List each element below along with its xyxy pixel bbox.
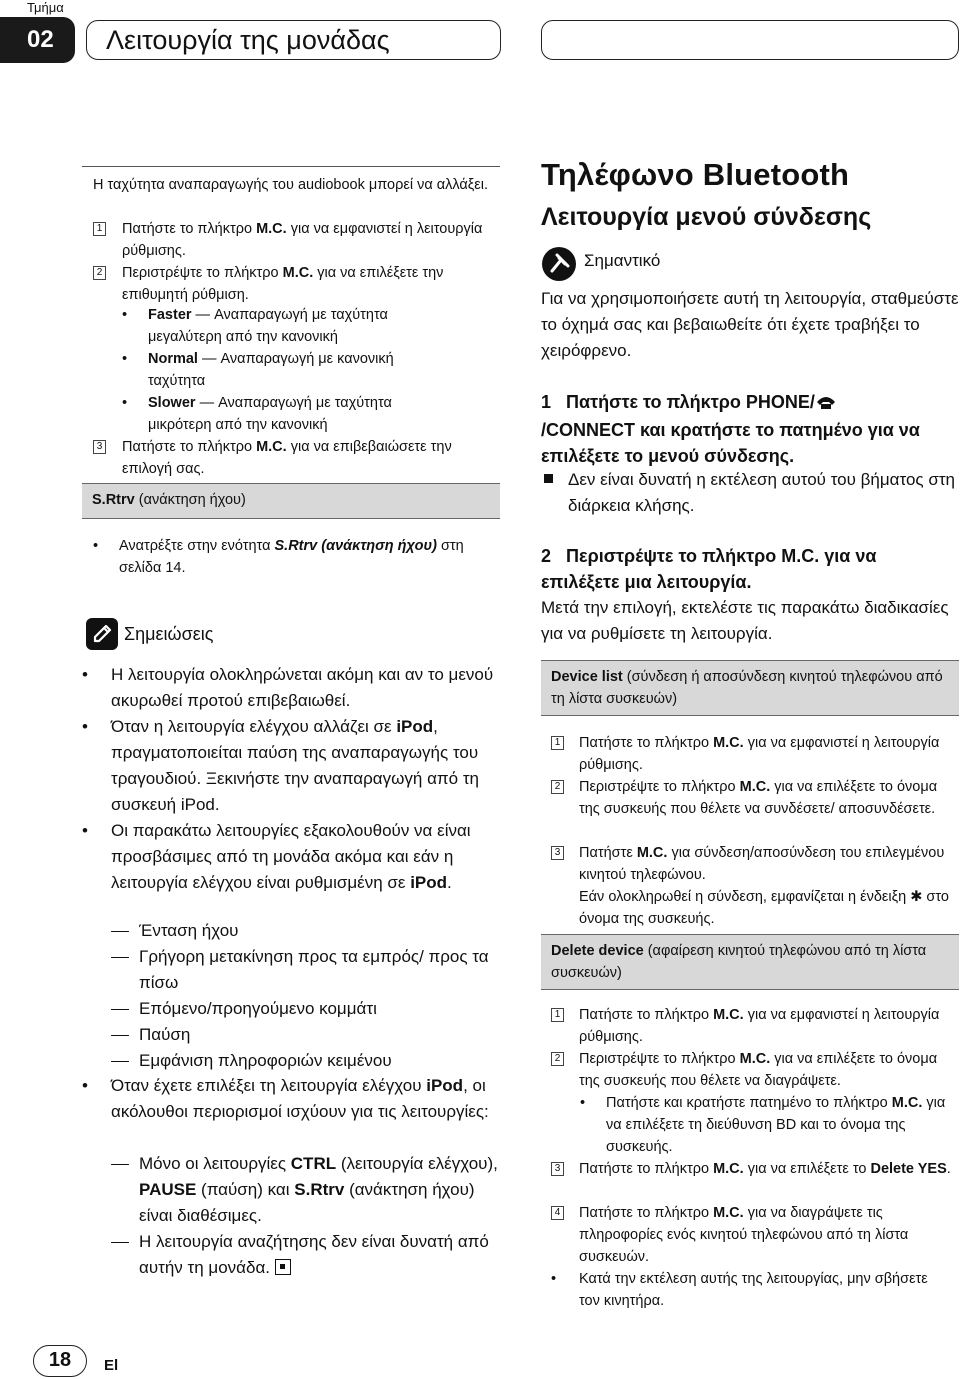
srtrv-reference: • Ανατρέξτε στην ενότητα S.Rtrv (ανάκτηση ήχου) στη σελίδα 14. <box>93 535 498 579</box>
step-number: 4 <box>551 1206 564 1220</box>
step-2: 2 Περιστρέψτε το πλήκτρο M.C. για να επιλέξετε την επιθυμητή ρύθμιση. <box>93 262 500 306</box>
square-bullet-icon <box>544 474 553 483</box>
accessible-function: Γρήγορη μετακίνηση προς τα εμπρός/ προς τα πίσω <box>111 944 501 996</box>
step-number: 2 <box>551 1052 564 1066</box>
bullet-icon: • <box>82 665 88 684</box>
srtrv-bar: S.Rtrv (ανάκτηση ήχου) <box>82 483 500 519</box>
step-number: 1 <box>551 736 564 750</box>
step-number: 3 <box>93 440 106 454</box>
bullet-icon: • <box>580 1095 586 1111</box>
device-list-step-2: 2 Περιστρέψτε το πλήκτρο M.C. για να επιλέξετε το όνομα της συσκευής που θέλετε να συνδέσετε/ αποσυνδέσετε. <box>551 776 951 820</box>
step-1: 1 Πατήστε το πλήκτρο M.C. για να εμφανιστεί η λειτουργία ρύθμισης. <box>93 218 500 262</box>
delete-final-bullet: • Κατά την εκτέλεση αυτής της λειτουργίας, μην σβήσετε τον κινητήρα. <box>551 1268 951 1312</box>
delete-step-4: 4 Πατήστε το πλήκτρο M.C. για να διαγράψετε τις πληροφορίες ενός κινητού τηλεφώνου από τη λίστα συσκευών. <box>551 1202 951 1268</box>
bluetooth-heading: Τηλέφωνο Bluetooth <box>541 157 850 192</box>
important-icon <box>541 246 577 282</box>
device-list-step-1: 1 Πατήστε το πλήκτρο M.C. για να εμφανιστεί η λειτουργία ρύθμισης. <box>551 732 951 776</box>
bullet-icon: • <box>82 1076 88 1095</box>
step-2-after: Μετά την επιλογή, εκτελέστε τις παρακάτω διαδικασίες για να ρυθμίσετε τη λειτουργία. <box>541 598 949 643</box>
notes-pencil-icon <box>86 618 118 650</box>
notes-title: Σημειώσεις <box>124 624 214 644</box>
delete-sub-bullet: • Πατήστε και κρατήστε πατημένο το πλήκτρο M.C. για να επιλέξετε τη διεύθυνση BD και το όνομα της συσκευής. <box>580 1092 950 1158</box>
restriction-item: Η λειτουργία αναζήτησης δεν είναι δυνατή από αυτήν τη μονάδα. <box>111 1229 501 1281</box>
accessible-function: Επόμενο/προηγούμενο κομμάτι <box>111 996 501 1022</box>
delete-step-3: 3 Πατήστε το πλήκτρο M.C. για να επιλέξετε το Delete YES. <box>551 1158 951 1180</box>
delete-device-bar: Delete device (αφαίρεση κινητού τηλεφώνου από τη λίστα συσκευών) <box>541 934 959 990</box>
bullet-icon: • <box>93 538 99 554</box>
device-list-step-3: 3 Πατήστε M.C. για σύνδεση/αποσύνδεση του επιλεγμένου κινητού τηλεφώνου. <box>551 842 951 886</box>
bullet-icon: • <box>82 821 88 840</box>
header-blank-box <box>541 20 959 60</box>
bullet-icon: • <box>551 1271 557 1287</box>
restriction-item: Μόνο οι λειτουργίες CTRL (λειτουργία ελέγχου), PAUSE (παύση) και S.Rtrv (ανάκτηση ήχου) είναι διαθέσιμες. <box>111 1151 501 1229</box>
speed-option-faster: • Faster — Αναπαραγωγή με ταχύτητα μεγαλύτερη από την κανονική <box>122 304 452 348</box>
accessible-function: Εμφάνιση πληροφοριών κειμένου <box>111 1048 501 1074</box>
page-number: 18 <box>33 1345 87 1377</box>
section-number: 02 <box>0 17 75 63</box>
top-rule <box>82 166 500 167</box>
end-mark-icon <box>275 1259 291 1275</box>
delete-step-1: 1 Πατήστε το πλήκτρο M.C. για να εμφανιστεί η λειτουργία ρύθμισης. <box>551 1004 951 1048</box>
step-number: 3 <box>551 1162 564 1176</box>
speed-option-normal: • Normal — Αναπαραγωγή με κανονική ταχύτητα <box>122 348 452 392</box>
bullet-icon: • <box>122 395 128 411</box>
delete-step-2: 2 Περιστρέψτε το πλήκτρο M.C. για να επιλέξετε το όνομα της συσκευής που θέλετε να διαγράψετε. <box>551 1048 951 1092</box>
accessible-function: Παύση <box>111 1022 501 1048</box>
device-list-bar: Device list (σύνδεση ή αποσύνδεση κινητού τηλεφώνου από τη λίστα συσκευών) <box>541 660 959 716</box>
device-list-after: Εάν ολοκληρωθεί η σύνδεση, εμφανίζεται η ένδειξη ✱ στο όνομα της συσκευής. <box>579 889 949 927</box>
step-number: 2 <box>93 266 106 280</box>
step-1-heading: 1 Πατήστε το πλήκτρο PHONE/ /CONNECT και κρατήστε το πατημένο για να επιλέξετε το μενού σύνδεσης. <box>541 392 920 466</box>
bullet-icon: • <box>122 307 128 323</box>
important-label: Σημαντικό <box>584 251 661 270</box>
step-number: 2 <box>551 780 564 794</box>
bullet-icon: • <box>82 717 88 736</box>
important-text: Για να χρησιμοποιήσετε αυτή τη λειτουργία, σταθμεύστε το όχημά σας και βεβαιωθείτε ότι έχετε τραβήξει το χειρόφρενο. <box>541 289 959 360</box>
language-code: El <box>104 1357 119 1374</box>
connection-menu-heading: Λειτουργία μενού σύνδεσης <box>541 203 872 231</box>
note-item: • Οι παρακάτω λειτουργίες εξακολουθούν να είναι προσβάσιμες από τη μονάδα ακόμα και εάν η λειτουργία ελέγχου είναι ρυθμισμένη σε iPod. <box>82 818 502 896</box>
note-item: • Όταν έχετε επιλέξει τη λειτουργία ελέγχου iPod, οι ακόλουθοι περιορισμοί ισχύουν για τις λειτουργίες: <box>82 1073 502 1125</box>
note-item: • Η λειτουργία ολοκληρώνεται ακόμη και αν το μενού ακυρωθεί προτού επιβεβαιωθεί. <box>82 662 502 714</box>
phone-icon <box>815 391 837 417</box>
step-1-note: Δεν είναι δυνατή η εκτέλεση αυτού του βήματος στη διάρκεια κλήσης. <box>541 467 959 519</box>
accessible-function: Ένταση ήχου <box>111 918 501 944</box>
page-title: Λειτουργία της μονάδας <box>86 20 501 60</box>
intro-text: Η ταχύτητα αναπαραγωγής του audiobook μπορεί να αλλάξει. <box>93 177 488 193</box>
note-item: • Όταν η λειτουργία ελέγχου αλλάζει σε iPod, πραγματοποιείται παύση της αναπαραγωγής του τραγουδιού. Ξεκινήστε την αναπαραγωγή από τη συσκευή iPod. <box>82 714 502 818</box>
step-number: 1 <box>93 222 106 236</box>
step-number: 3 <box>551 846 564 860</box>
step-3: 3 Πατήστε το πλήκτρο M.C. για να επιβεβαιώσετε την επιλογή σας. <box>93 436 500 480</box>
bullet-icon: • <box>122 351 128 367</box>
step-2-heading: 2 Περιστρέψτε το πλήκτρο M.C. για να επιλέξετε μια λειτουργία. <box>541 546 877 592</box>
section-label: Τμήμα <box>27 0 64 15</box>
step-number: 1 <box>551 1008 564 1022</box>
speed-option-slower: • Slower — Αναπαραγωγή με ταχύτητα μικρότερη από την κανονική <box>122 392 452 436</box>
